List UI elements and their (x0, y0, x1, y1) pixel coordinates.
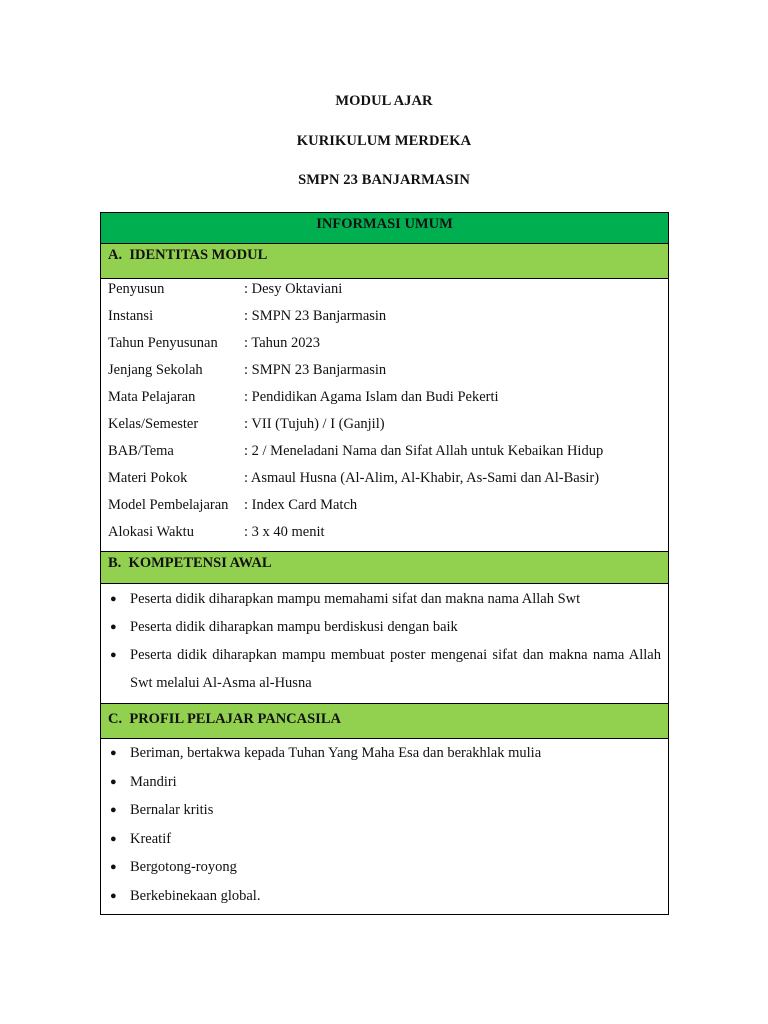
bullet-dot-icon: ● (110, 775, 117, 788)
identity-label: Tahun Penyusunan (108, 335, 218, 351)
list-item (108, 853, 661, 882)
bullet-dot-icon: ● (110, 621, 117, 633)
identity-value: : Pendidikan Agama Islam dan Budi Pekerti (244, 389, 499, 405)
document-title: MODUL AJAR (335, 93, 433, 109)
identity-value: : SMPN 23 Banjarmasin (244, 308, 387, 324)
section-c-title: C. PROFIL PELAJAR PANCASILA (108, 711, 341, 727)
identity-label: Jenjang Sekolah (108, 362, 203, 378)
identity-value: : Index Card Match (244, 497, 358, 513)
list-item (108, 739, 661, 768)
identity-row (108, 360, 661, 387)
list-item (108, 796, 661, 825)
identity-value: : Tahun 2023 (244, 335, 321, 351)
identity-label: Kelas/Semester (108, 416, 199, 432)
identity-label: Alokasi Waktu (108, 524, 194, 540)
bullet-dot-icon: ● (110, 649, 117, 661)
competency-list (101, 584, 668, 703)
section-b-header (101, 551, 668, 584)
identity-row (108, 441, 661, 468)
list-item-text: Mandiri (130, 773, 177, 790)
list-item-text: Bergotong-royong (130, 859, 237, 875)
identity-row (108, 495, 661, 522)
list-item (108, 585, 661, 613)
document-subtitle-school: SMPN 23 BANJARMASIN (298, 172, 470, 188)
main-section-header: INFORMASI UMUM (101, 213, 668, 244)
list-item (108, 882, 661, 911)
list-item-text: Kreatif (130, 830, 172, 847)
identity-value: : Desy Oktaviani (244, 281, 343, 297)
list-item-text: Peserta didik diharapkan mampu membuat poster mengenai sifat dan makna nama Allah Swt melalui Al-Asma al-Husna (130, 647, 661, 691)
identity-row (108, 522, 661, 549)
identity-value: : SMPN 23 Banjarmasin (244, 362, 387, 378)
list-item-text: Peserta didik diharapkan mampu memahami sifat dan makna nama Allah Swt (130, 591, 581, 607)
list-item-text: Berkebinekaan global. (130, 887, 261, 904)
list-item-text: Peserta didik diharapkan mampu berdiskusi dengan baik (130, 619, 458, 635)
identity-row (108, 468, 661, 495)
identity-value: : 2 / Meneladani Nama dan Sifat Allah untuk Kebaikan Hidup (244, 443, 604, 459)
identity-list (101, 279, 668, 551)
identity-label: Instansi (108, 308, 154, 324)
identity-row (108, 414, 661, 441)
identity-value: : VII (Tujuh) / I (Ganjil) (244, 416, 385, 432)
bullet-dot-icon: ● (110, 593, 117, 605)
list-item (108, 613, 661, 641)
section-c-header (101, 703, 668, 739)
identity-row (108, 279, 661, 306)
profile-list (101, 739, 668, 914)
bullet-dot-icon: ● (110, 804, 117, 816)
list-item (108, 641, 661, 697)
info-table (100, 212, 669, 915)
identity-row (108, 333, 661, 360)
list-item-text: Bernalar kritis (130, 802, 214, 818)
identity-label: BAB/Tema (108, 443, 174, 459)
identity-label: Materi Pokok (108, 470, 188, 486)
bullet-dot-icon: ● (110, 861, 117, 873)
section-a-title: A. IDENTITAS MODUL (108, 247, 268, 263)
section-b-title: B. KOMPETENSI AWAL (108, 555, 272, 571)
list-item-text: Beriman, bertakwa kepada Tuhan Yang Maha Esa dan berakhlak mulia (130, 745, 542, 761)
list-item (108, 825, 661, 854)
identity-value: : 3 x 40 menit (244, 524, 325, 540)
identity-row (108, 387, 661, 414)
identity-label: Mata Pelajaran (108, 389, 196, 405)
list-item (108, 768, 661, 797)
identity-row (108, 306, 661, 333)
document-subtitle-curriculum: KURIKULUM MERDEKA (296, 133, 472, 149)
section-a-header (101, 244, 668, 279)
identity-value: : Asmaul Husna (Al-Alim, Al-Khabir, As-Sami dan Al-Basir) (244, 470, 600, 486)
bullet-dot-icon: ● (110, 889, 117, 902)
identity-label: Model Pembelajaran (108, 497, 229, 513)
bullet-dot-icon: ● (110, 832, 117, 845)
bullet-dot-icon: ● (110, 747, 117, 759)
identity-label: Penyusun (108, 281, 165, 297)
